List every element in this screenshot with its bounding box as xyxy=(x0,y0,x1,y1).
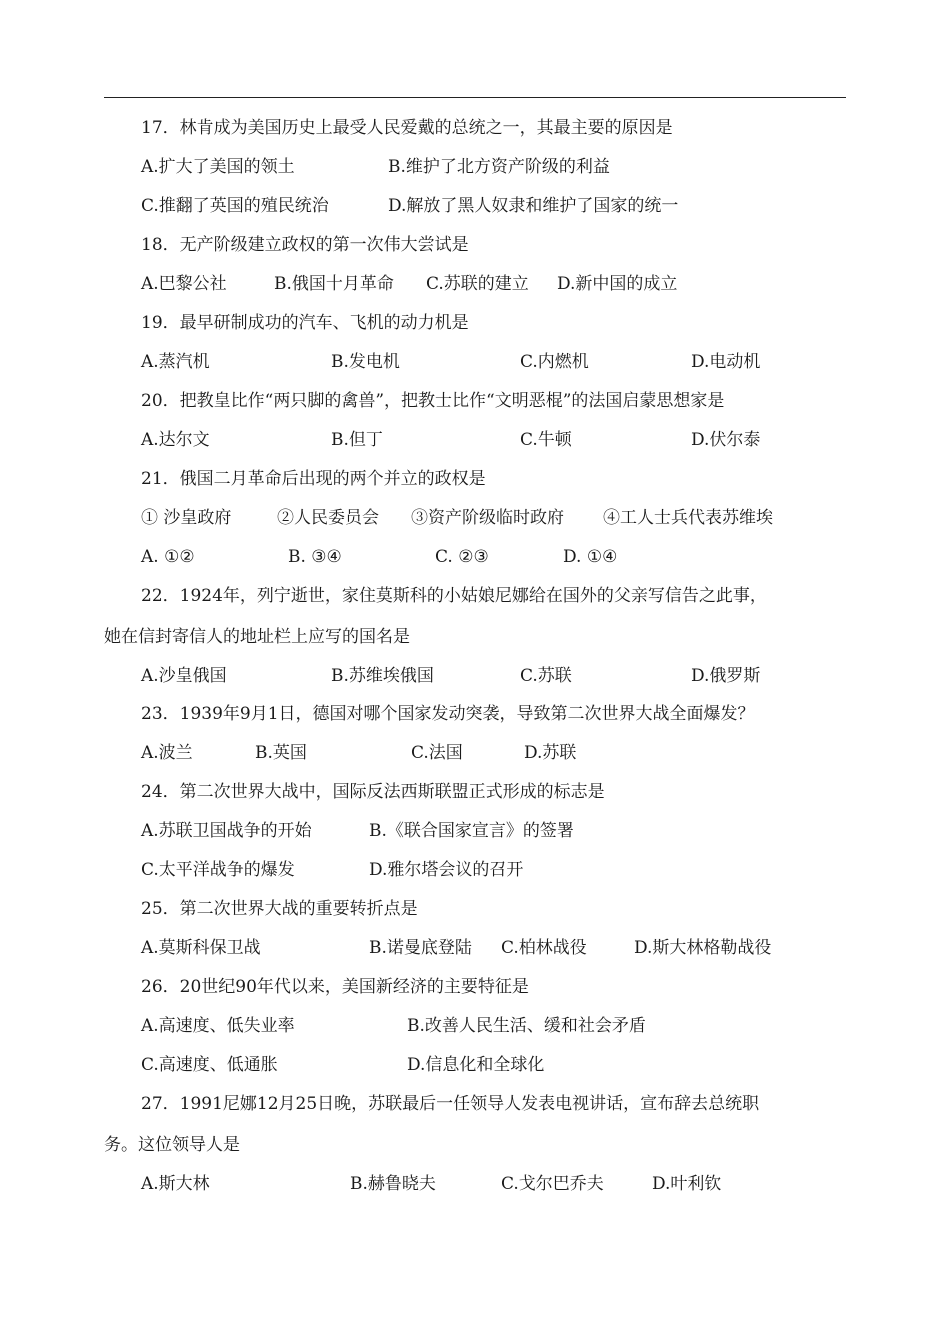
question-23-stem: 23．1939年9月1日，德国对哪个国家发动突袭，导致第二次世界大战全面爆发？ xyxy=(141,704,755,724)
question-17-option-a: A.扩大了美国的领土 xyxy=(141,157,295,177)
question-18-option-d: D.新中国的成立 xyxy=(557,274,678,294)
question-22-option-c: C.苏联 xyxy=(520,666,572,686)
question-20-stem: 20．把教皇比作“两只脚的禽兽”，把教士比作“文明恶棍”的法国启蒙思想家是 xyxy=(141,391,725,411)
question-19-option-b: B.发电机 xyxy=(331,352,400,372)
question-26-stem: 26．20世纪90年代以来，美国新经济的主要特征是 xyxy=(141,977,529,997)
question-27-stem: 27．1991尼娜12月25日晚，苏联最后一任领导人发表电视讲话，宣布辞去总统职 xyxy=(141,1094,760,1114)
question-21-option-d: D. ①④ xyxy=(563,547,618,567)
question-27-option-d: D.叶利钦 xyxy=(652,1174,722,1194)
question-22-stem-continued: 她在信封寄信人的地址栏上应写的国名是 xyxy=(104,627,410,647)
question-22-stem: 22．1924年，列宁逝世，家住莫斯科的小姑娘尼娜给在国外的父亲写信告之此事， xyxy=(141,586,767,606)
question-25-option-c: C.柏林战役 xyxy=(501,938,587,958)
question-17-stem: 17．林肯成为美国历史上最受人民爱戴的总统之一，其最主要的原因是 xyxy=(141,118,673,138)
question-21-option-c: C. ②③ xyxy=(435,547,489,567)
question-20-option-a: A.达尔文 xyxy=(141,430,210,450)
question-22-option-b: B.苏维埃俄国 xyxy=(331,666,434,686)
question-20-option-b: B.但丁 xyxy=(331,430,383,450)
question-18-option-b: B.俄国十月革命 xyxy=(274,274,394,294)
question-22-option-a: A.沙皇俄国 xyxy=(141,666,227,686)
question-25-option-d: D.斯大林格勒战役 xyxy=(634,938,772,958)
question-24-stem: 24．第二次世界大战中，国际反法西斯联盟正式形成的标志是 xyxy=(141,782,605,802)
question-17-option-d: D.解放了黑人奴隶和维护了国家的统一 xyxy=(388,196,679,216)
question-20-option-c: C.牛顿 xyxy=(520,430,572,450)
question-25-option-b: B.诺曼底登陆 xyxy=(369,938,472,958)
question-21-item-3: ③资产阶级临时政府 xyxy=(411,508,564,528)
question-18-option-a: A.巴黎公社 xyxy=(141,274,227,294)
question-21-stem: 21．俄国二月革命后出现的两个并立的政权是 xyxy=(141,469,486,489)
question-24-option-a: A.苏联卫国战争的开始 xyxy=(141,821,312,841)
question-19-option-c: C.内燃机 xyxy=(520,352,589,372)
question-18-stem: 18．无产阶级建立政权的第一次伟大尝试是 xyxy=(141,235,469,255)
question-24-option-b: B.《联合国家宣言》的签署 xyxy=(369,821,574,841)
question-21-option-a: A. ①② xyxy=(141,547,195,567)
question-24-option-c: C.太平洋战争的爆发 xyxy=(141,860,295,880)
question-21-item-4: ④工人士兵代表苏维埃 xyxy=(603,508,773,528)
question-25-stem: 25．第二次世界大战的重要转折点是 xyxy=(141,899,418,919)
question-21-item-1: ① 沙皇政府 xyxy=(141,508,232,528)
question-26-option-c: C.高速度、低通胀 xyxy=(141,1055,278,1075)
question-27-stem-continued: 务。这位领导人是 xyxy=(104,1135,240,1155)
question-23-option-c: C.法国 xyxy=(411,743,463,763)
question-23-option-d: D.苏联 xyxy=(524,743,577,763)
question-19-option-d: D.电动机 xyxy=(691,352,761,372)
question-19-stem: 19．最早研制成功的汽车、飞机的动力机是 xyxy=(141,313,469,333)
question-21-option-b: B. ③④ xyxy=(288,547,342,567)
question-26-option-b: B.改善人民生活、缓和社会矛盾 xyxy=(407,1016,646,1036)
question-26-option-a: A.高速度、低失业率 xyxy=(141,1016,295,1036)
question-17-option-b: B.维护了北方资产阶级的利益 xyxy=(388,157,610,177)
header-rule xyxy=(104,97,846,98)
question-21-item-2: ②人民委员会 xyxy=(277,508,379,528)
question-27-option-b: B.赫鲁晓夫 xyxy=(350,1174,436,1194)
question-19-option-a: A.蒸汽机 xyxy=(141,352,210,372)
question-27-option-a: A.斯大林 xyxy=(141,1174,210,1194)
question-25-option-a: A.莫斯科保卫战 xyxy=(141,938,261,958)
question-23-option-a: A.波兰 xyxy=(141,743,193,763)
question-26-option-d: D.信息化和全球化 xyxy=(407,1055,545,1075)
question-27-option-c: C.戈尔巴乔夫 xyxy=(501,1174,604,1194)
question-17-option-c: C.推翻了英国的殖民统治 xyxy=(141,196,329,216)
question-23-option-b: B.英国 xyxy=(255,743,307,763)
question-24-option-d: D.雅尔塔会议的召开 xyxy=(369,860,524,880)
question-22-option-d: D.俄罗斯 xyxy=(691,666,761,686)
question-20-option-d: D.伏尔泰 xyxy=(691,430,761,450)
question-18-option-c: C.苏联的建立 xyxy=(426,274,529,294)
